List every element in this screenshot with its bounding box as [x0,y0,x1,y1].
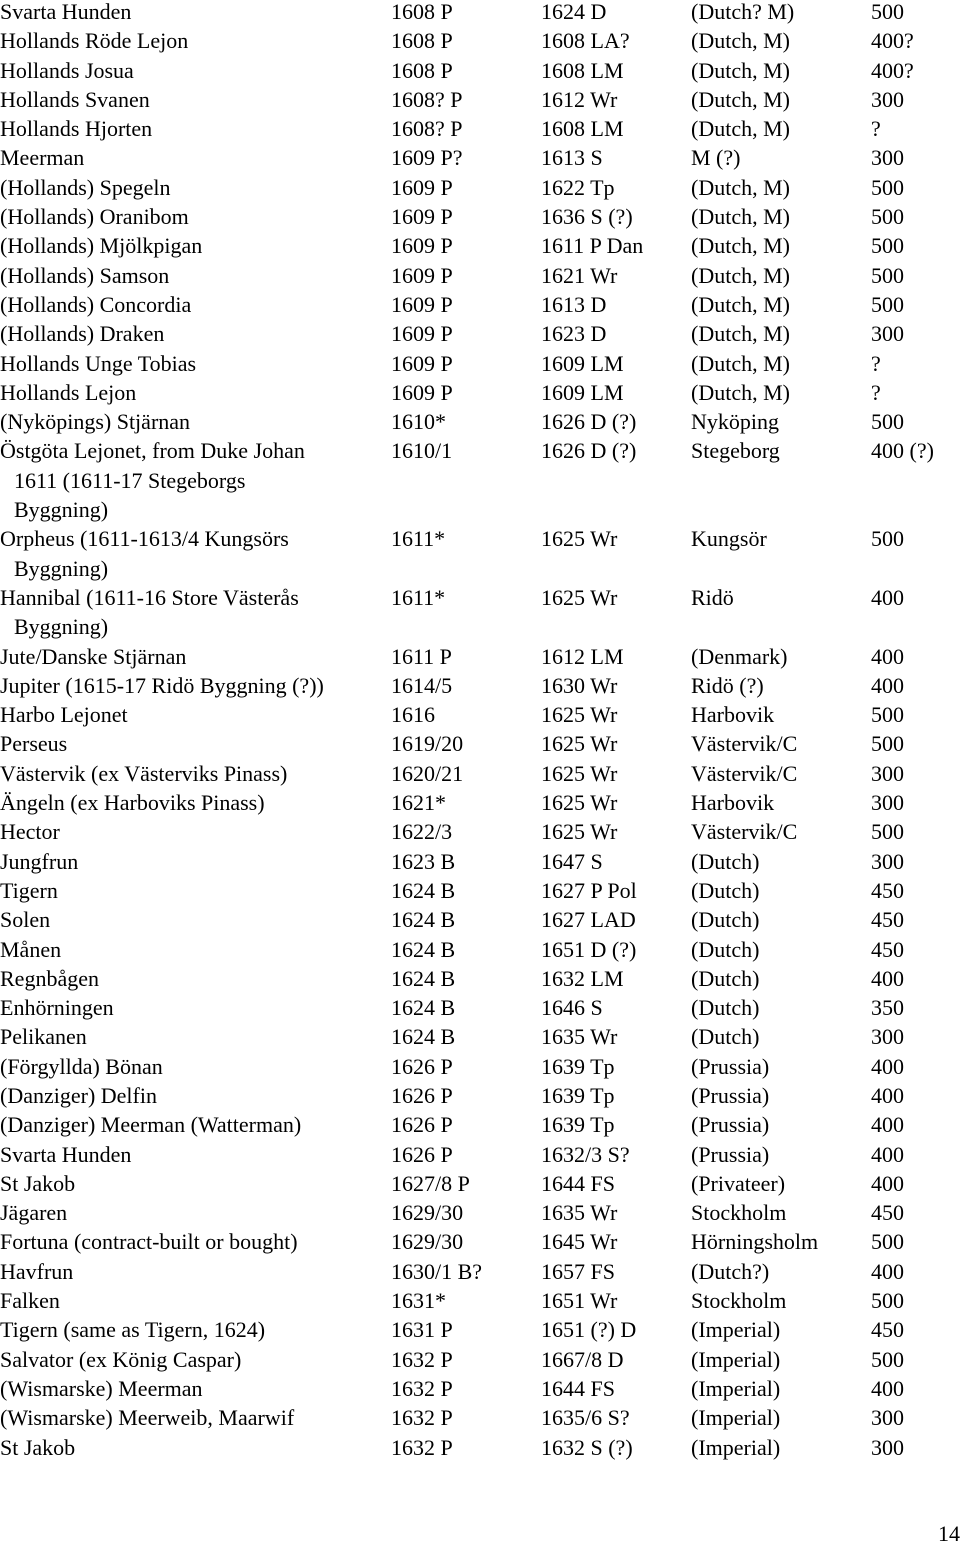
tonnage-cell: 400 [871,1082,904,1108]
ship-name-cell: Byggning) [14,555,109,581]
table-row [0,557,960,586]
origin-cell: Stockholm [691,1288,787,1314]
fate-cell: 1608 LA? [541,28,630,54]
origin-cell: (Prussia) [691,1141,770,1167]
fate-cell: 1639 Tp [541,1053,615,1079]
ship-name-cell: Tigern (same as Tigern, 1624) [0,1317,266,1343]
fate-cell: 1627 LAD [541,907,636,933]
acquired-cell: 1624 B [391,995,456,1021]
fate-cell: 1608 LM [541,57,624,83]
ship-name-cell: Svarta Hunden [0,1141,132,1167]
table-row [0,381,960,410]
acquired-cell: 1632 P [391,1405,453,1431]
table-row [0,1201,960,1230]
origin-cell: (Prussia) [691,1053,770,1079]
ship-name-cell: Hollands Hjorten [0,116,153,142]
acquired-cell: 1624 B [391,936,456,962]
tonnage-cell: 500 [871,204,904,230]
acquired-cell: 1624 B [391,965,456,991]
table-row [0,234,960,263]
fate-cell: 1625 Wr [541,819,618,845]
fate-cell: 1613 S [541,145,603,171]
ship-name-cell: Hollands Josua [0,57,134,83]
ship-name-cell: Ängeln (ex Harboviks Pinass) [0,790,265,816]
ship-name-cell: (Förgyllda) Bönan [0,1053,163,1079]
acquired-cell: 1631 P [391,1317,453,1343]
acquired-cell: 1627/8 P [391,1170,470,1196]
table-row [0,850,960,879]
acquired-cell: 1623 B [391,848,456,874]
origin-cell: (Imperial) [691,1405,781,1431]
tonnage-cell: 500 [871,1346,904,1372]
table-row [0,527,960,556]
fate-cell: 1611 P Dan [541,233,644,259]
origin-cell: Stegeborg [691,438,780,464]
table-row [0,1025,960,1054]
origin-cell: Västervik/C [691,731,798,757]
table-row [0,820,960,849]
fate-cell: 1644 FS [541,1375,615,1401]
ship-name-cell: Solen [0,907,51,933]
origin-cell: Harbovik [691,702,775,728]
table-row [0,1055,960,1084]
acquired-cell: 1609 P [391,350,453,376]
origin-cell: Hörningsholm [691,1229,819,1255]
ship-name-cell: Enhörningen [0,995,114,1021]
table-row [0,29,960,58]
ship-name-cell: Orpheus (1611-1613/4 Kungsörs [0,526,289,552]
table-row [0,1172,960,1201]
table-row [0,293,960,322]
origin-cell: Harbovik [691,790,775,816]
tonnage-cell: 500 [871,731,904,757]
origin-cell: (Dutch, M) [691,321,790,347]
tonnage-cell: 500 [871,702,904,728]
ship-name-cell: Regnbågen [0,965,99,991]
tonnage-cell: 300 [871,1434,904,1460]
acquired-cell: 1631* [391,1288,446,1314]
origin-cell: Västervik/C [691,819,798,845]
table-row [0,117,960,146]
tonnage-cell: 450 [871,936,904,962]
origin-cell: (Imperial) [691,1346,781,1372]
table-row [0,703,960,732]
fate-cell: 1639 Tp [541,1112,615,1138]
acquired-cell: 1629/30 [391,1229,464,1255]
table-row [0,879,960,908]
ship-name-cell: (Hollands) Concordia [0,291,192,317]
tonnage-cell: 500 [871,409,904,435]
table-row [0,674,960,703]
fate-cell: 1647 S [541,848,603,874]
fate-cell: 1651 Wr [541,1288,618,1314]
origin-cell: (Dutch, M) [691,291,790,317]
origin-cell: (Prussia) [691,1112,770,1138]
acquired-cell: 1632 P [391,1375,453,1401]
acquired-cell: 1608 P [391,57,453,83]
ship-name-cell: (Hollands) Samson [0,262,170,288]
table-row [0,1230,960,1259]
acquired-cell: 1610* [391,409,446,435]
origin-cell: Nyköping [691,409,779,435]
tonnage-cell: 500 [871,291,904,317]
ship-name-cell: (Hollands) Mjölkpigan [0,233,203,259]
origin-cell: (Imperial) [691,1434,781,1460]
table-row [0,938,960,967]
acquired-cell: 1632 P [391,1346,453,1372]
fate-cell: 1636 S (?) [541,204,633,230]
origin-cell: (Dutch, M) [691,262,790,288]
tonnage-cell: 450 [871,1200,904,1226]
origin-cell: (Dutch) [691,936,760,962]
fate-cell: 1622 Tp [541,174,615,200]
tonnage-cell: ? [871,116,881,142]
table-row [0,88,960,117]
acquired-cell: 1611* [391,584,446,610]
fate-cell: 1625 Wr [541,790,618,816]
origin-cell: (Dutch, M) [691,350,790,376]
ship-name-cell: Meerman [0,145,85,171]
origin-cell: (Dutch, M) [691,86,790,112]
tonnage-cell: 450 [871,877,904,903]
tonnage-cell: 300 [871,790,904,816]
table-row [0,645,960,674]
origin-cell: (Dutch, M) [691,116,790,142]
origin-cell: (Dutch?) [691,1258,770,1284]
origin-cell: (Dutch? M) [691,0,795,24]
fate-cell: 1645 Wr [541,1229,618,1255]
tonnage-cell: 400 [871,672,904,698]
origin-cell: (Dutch) [691,848,760,874]
origin-cell: (Prussia) [691,1082,770,1108]
acquired-cell: 1609 P [391,174,453,200]
ship-name-cell: Hollands Unge Tobias [0,350,197,376]
acquired-cell: 1619/20 [391,731,464,757]
acquired-cell: 1616 [391,702,435,728]
ship-name-cell: Hector [0,819,60,845]
table-row [0,1348,960,1377]
acquired-cell: 1608? P [391,86,463,112]
fate-cell: 1608 LM [541,116,624,142]
table-row [0,967,960,996]
ship-name-cell: Byggning) [14,614,109,640]
ship-name-cell: Jupiter (1615-17 Ridö Byggning (?)) [0,672,324,698]
origin-cell: (Dutch, M) [691,28,790,54]
tonnage-cell: 500 [871,1288,904,1314]
tonnage-cell: 300 [871,145,904,171]
tonnage-cell: 400 [871,1258,904,1284]
ship-name-cell: St Jakob [0,1434,76,1460]
tonnage-cell: 500 [871,262,904,288]
tonnage-cell: ? [871,350,881,376]
table-row [0,615,960,644]
table-row [0,176,960,205]
origin-cell: (Dutch) [691,995,760,1021]
table-row [0,59,960,88]
origin-cell: Västervik/C [691,760,798,786]
fate-cell: 1625 Wr [541,731,618,757]
tonnage-cell: 400 [871,1112,904,1138]
acquired-cell: 1622/3 [391,819,453,845]
origin-cell: (Dutch, M) [691,233,790,259]
fate-cell: 1651 D (?) [541,936,637,962]
ship-name-cell: (Danziger) Delfin [0,1082,157,1108]
ship-name-cell: (Wismarske) Meerweib, Maarwif [0,1405,295,1431]
fate-cell: 1651 (?) D [541,1317,637,1343]
fate-cell: 1612 Wr [541,86,618,112]
fate-cell: 1623 D [541,321,607,347]
table-row [0,1406,960,1435]
fate-cell: 1646 S [541,995,603,1021]
table-row [0,469,960,498]
table-row [0,1377,960,1406]
table-row [0,205,960,234]
origin-cell: (Dutch) [691,907,760,933]
fate-cell: 1630 Wr [541,672,618,698]
table-row [0,1436,960,1465]
fate-cell: 1632/3 S? [541,1141,630,1167]
fate-cell: 1667/8 D [541,1346,624,1372]
tonnage-cell: 500 [871,174,904,200]
tonnage-cell: 300 [871,1024,904,1050]
acquired-cell: 1620/21 [391,760,464,786]
ship-name-cell: Falken [0,1288,60,1314]
fate-cell: 1624 D [541,0,607,24]
ship-name-cell: St Jakob [0,1170,76,1196]
tonnage-cell: 300 [871,760,904,786]
tonnage-cell: 400 [871,1141,904,1167]
acquired-cell: 1624 B [391,877,456,903]
fate-cell: 1644 FS [541,1170,615,1196]
origin-cell: (Dutch) [691,965,760,991]
fate-cell: 1625 Wr [541,584,618,610]
ship-name-cell: Fortuna (contract-built or bought) [0,1229,298,1255]
ship-name-cell: (Nyköpings) Stjärnan [0,409,191,435]
fate-cell: 1625 Wr [541,702,618,728]
ship-name-cell: Svarta Hunden [0,0,132,24]
fate-cell: 1635 Wr [541,1024,618,1050]
acquired-cell: 1626 P [391,1082,453,1108]
origin-cell: Kungsör [691,526,767,552]
tonnage-cell: 500 [871,0,904,24]
fate-cell: 1626 D (?) [541,438,637,464]
tonnage-cell: 400 [871,584,904,610]
table-row [0,1260,960,1289]
acquired-cell: 1609 P? [391,145,463,171]
fate-cell: 1626 D (?) [541,409,637,435]
origin-cell: (Dutch) [691,1024,760,1050]
table-row [0,1289,960,1318]
table-row [0,791,960,820]
acquired-cell: 1609 P [391,204,453,230]
tonnage-cell: 400 [871,1170,904,1196]
acquired-cell: 1609 P [391,262,453,288]
fate-cell: 1609 LM [541,379,624,405]
acquired-cell: 1608? P [391,116,463,142]
origin-cell: Stockholm [691,1200,787,1226]
acquired-cell: 1609 P [391,379,453,405]
fate-cell: 1639 Tp [541,1082,615,1108]
tonnage-cell: 300 [871,1405,904,1431]
ship-name-cell: Tigern [0,877,58,903]
acquired-cell: 1630/1 B? [391,1258,483,1284]
origin-cell: Ridö [691,584,734,610]
ship-name-cell: Jägaren [0,1200,68,1226]
tonnage-cell: 400? [871,28,914,54]
fate-cell: 1609 LM [541,350,624,376]
table-row [0,498,960,527]
tonnage-cell: 400 (?) [871,438,934,464]
tonnage-cell: 300 [871,86,904,112]
tonnage-cell: 450 [871,907,904,933]
origin-cell: (Privateer) [691,1170,786,1196]
fate-cell: 1635/6 S? [541,1405,630,1431]
ship-name-cell: 1611 (1611-17 Stegeborgs [14,467,246,493]
ship-name-cell: Månen [0,936,62,962]
table-row [0,732,960,761]
origin-cell: (Dutch, M) [691,57,790,83]
acquired-cell: 1626 P [391,1141,453,1167]
tonnage-cell: 350 [871,995,904,1021]
table-row [0,1084,960,1113]
tonnage-cell: 300 [871,848,904,874]
fate-cell: 1625 Wr [541,760,618,786]
acquired-cell: 1626 P [391,1053,453,1079]
ship-name-cell: Salvator (ex König Caspar) [0,1346,242,1372]
ship-name-cell: Byggning) [14,497,109,523]
origin-cell: (Denmark) [691,643,788,669]
ship-name-cell: Pelikanen [0,1024,87,1050]
ship-name-cell: Västervik (ex Västerviks Pinass) [0,760,288,786]
fate-cell: 1657 FS [541,1258,615,1284]
ship-name-cell: (Hollands) Oranibom [0,204,189,230]
fate-cell: 1632 S (?) [541,1434,633,1460]
tonnage-cell: 400 [871,1053,904,1079]
ship-name-cell: Jungfrun [0,848,79,874]
tonnage-cell: 500 [871,819,904,845]
tonnage-cell: 400? [871,57,914,83]
origin-cell: (Dutch) [691,877,760,903]
acquired-cell: 1609 P [391,233,453,259]
ship-name-cell: Havfrun [0,1258,74,1284]
ship-name-cell: Hollands Röde Lejon [0,28,189,54]
fate-cell: 1621 Wr [541,262,618,288]
ship-name-cell: Hollands Svanen [0,86,150,112]
acquired-cell: 1629/30 [391,1200,464,1226]
acquired-cell: 1624 B [391,907,456,933]
ship-name-cell: (Danziger) Meerman (Watterman) [0,1112,302,1138]
fate-cell: 1613 D [541,291,607,317]
ship-name-cell: Hollands Lejon [0,379,137,405]
acquired-cell: 1608 P [391,28,453,54]
table-row [0,762,960,791]
acquired-cell: 1609 P [391,291,453,317]
fate-cell: 1627 P Pol [541,877,637,903]
acquired-cell: 1632 P [391,1434,453,1460]
acquired-cell: 1611 P [391,643,452,669]
acquired-cell: 1614/5 [391,672,453,698]
table-row [0,1318,960,1347]
table-row [0,410,960,439]
fate-cell: 1625 Wr [541,526,618,552]
tonnage-cell: 500 [871,233,904,259]
origin-cell: (Imperial) [691,1317,781,1343]
table-row [0,996,960,1025]
table-row [0,352,960,381]
tonnage-cell: 500 [871,1229,904,1255]
ship-name-cell: Östgöta Lejonet, from Duke Johan [0,438,305,464]
tonnage-cell: 400 [871,643,904,669]
table-row [0,146,960,175]
acquired-cell: 1626 P [391,1112,453,1138]
origin-cell: (Dutch, M) [691,379,790,405]
fate-cell: 1632 LM [541,965,624,991]
acquired-cell: 1610/1 [391,438,453,464]
tonnage-cell: 450 [871,1317,904,1343]
acquired-cell: 1609 P [391,321,453,347]
tonnage-cell: ? [871,379,881,405]
ship-name-cell: Harbo Lejonet [0,702,128,728]
table-row [0,1143,960,1172]
tonnage-cell: 500 [871,526,904,552]
page-number: 14 [938,1521,960,1546]
fate-cell: 1635 Wr [541,1200,618,1226]
origin-cell: (Imperial) [691,1375,781,1401]
ship-name-cell: Hannibal (1611-16 Store Västerås [0,584,299,610]
table-row [0,322,960,351]
origin-cell: (Dutch, M) [691,204,790,230]
acquired-cell: 1624 B [391,1024,456,1050]
fate-cell: 1612 LM [541,643,624,669]
origin-cell: (Dutch, M) [691,174,790,200]
table-row [0,1113,960,1142]
acquired-cell: 1608 P [391,0,453,24]
acquired-cell: 1611* [391,526,446,552]
table-row [0,586,960,615]
table-row [0,439,960,468]
tonnage-cell: 400 [871,1375,904,1401]
ship-name-cell: (Wismarske) Meerman [0,1375,203,1401]
tonnage-cell: 400 [871,965,904,991]
ship-name-cell: Jute/Danske Stjärnan [0,643,187,669]
table-row [0,264,960,293]
tonnage-cell: 300 [871,321,904,347]
table-row [0,0,960,29]
origin-cell: Ridö (?) [691,672,764,698]
ship-name-cell: Perseus [0,731,68,757]
acquired-cell: 1621* [391,790,446,816]
table-row [0,908,960,937]
ship-name-cell: (Hollands) Spegeln [0,174,171,200]
ship-name-cell: (Hollands) Draken [0,321,165,347]
origin-cell: M (?) [691,145,741,171]
